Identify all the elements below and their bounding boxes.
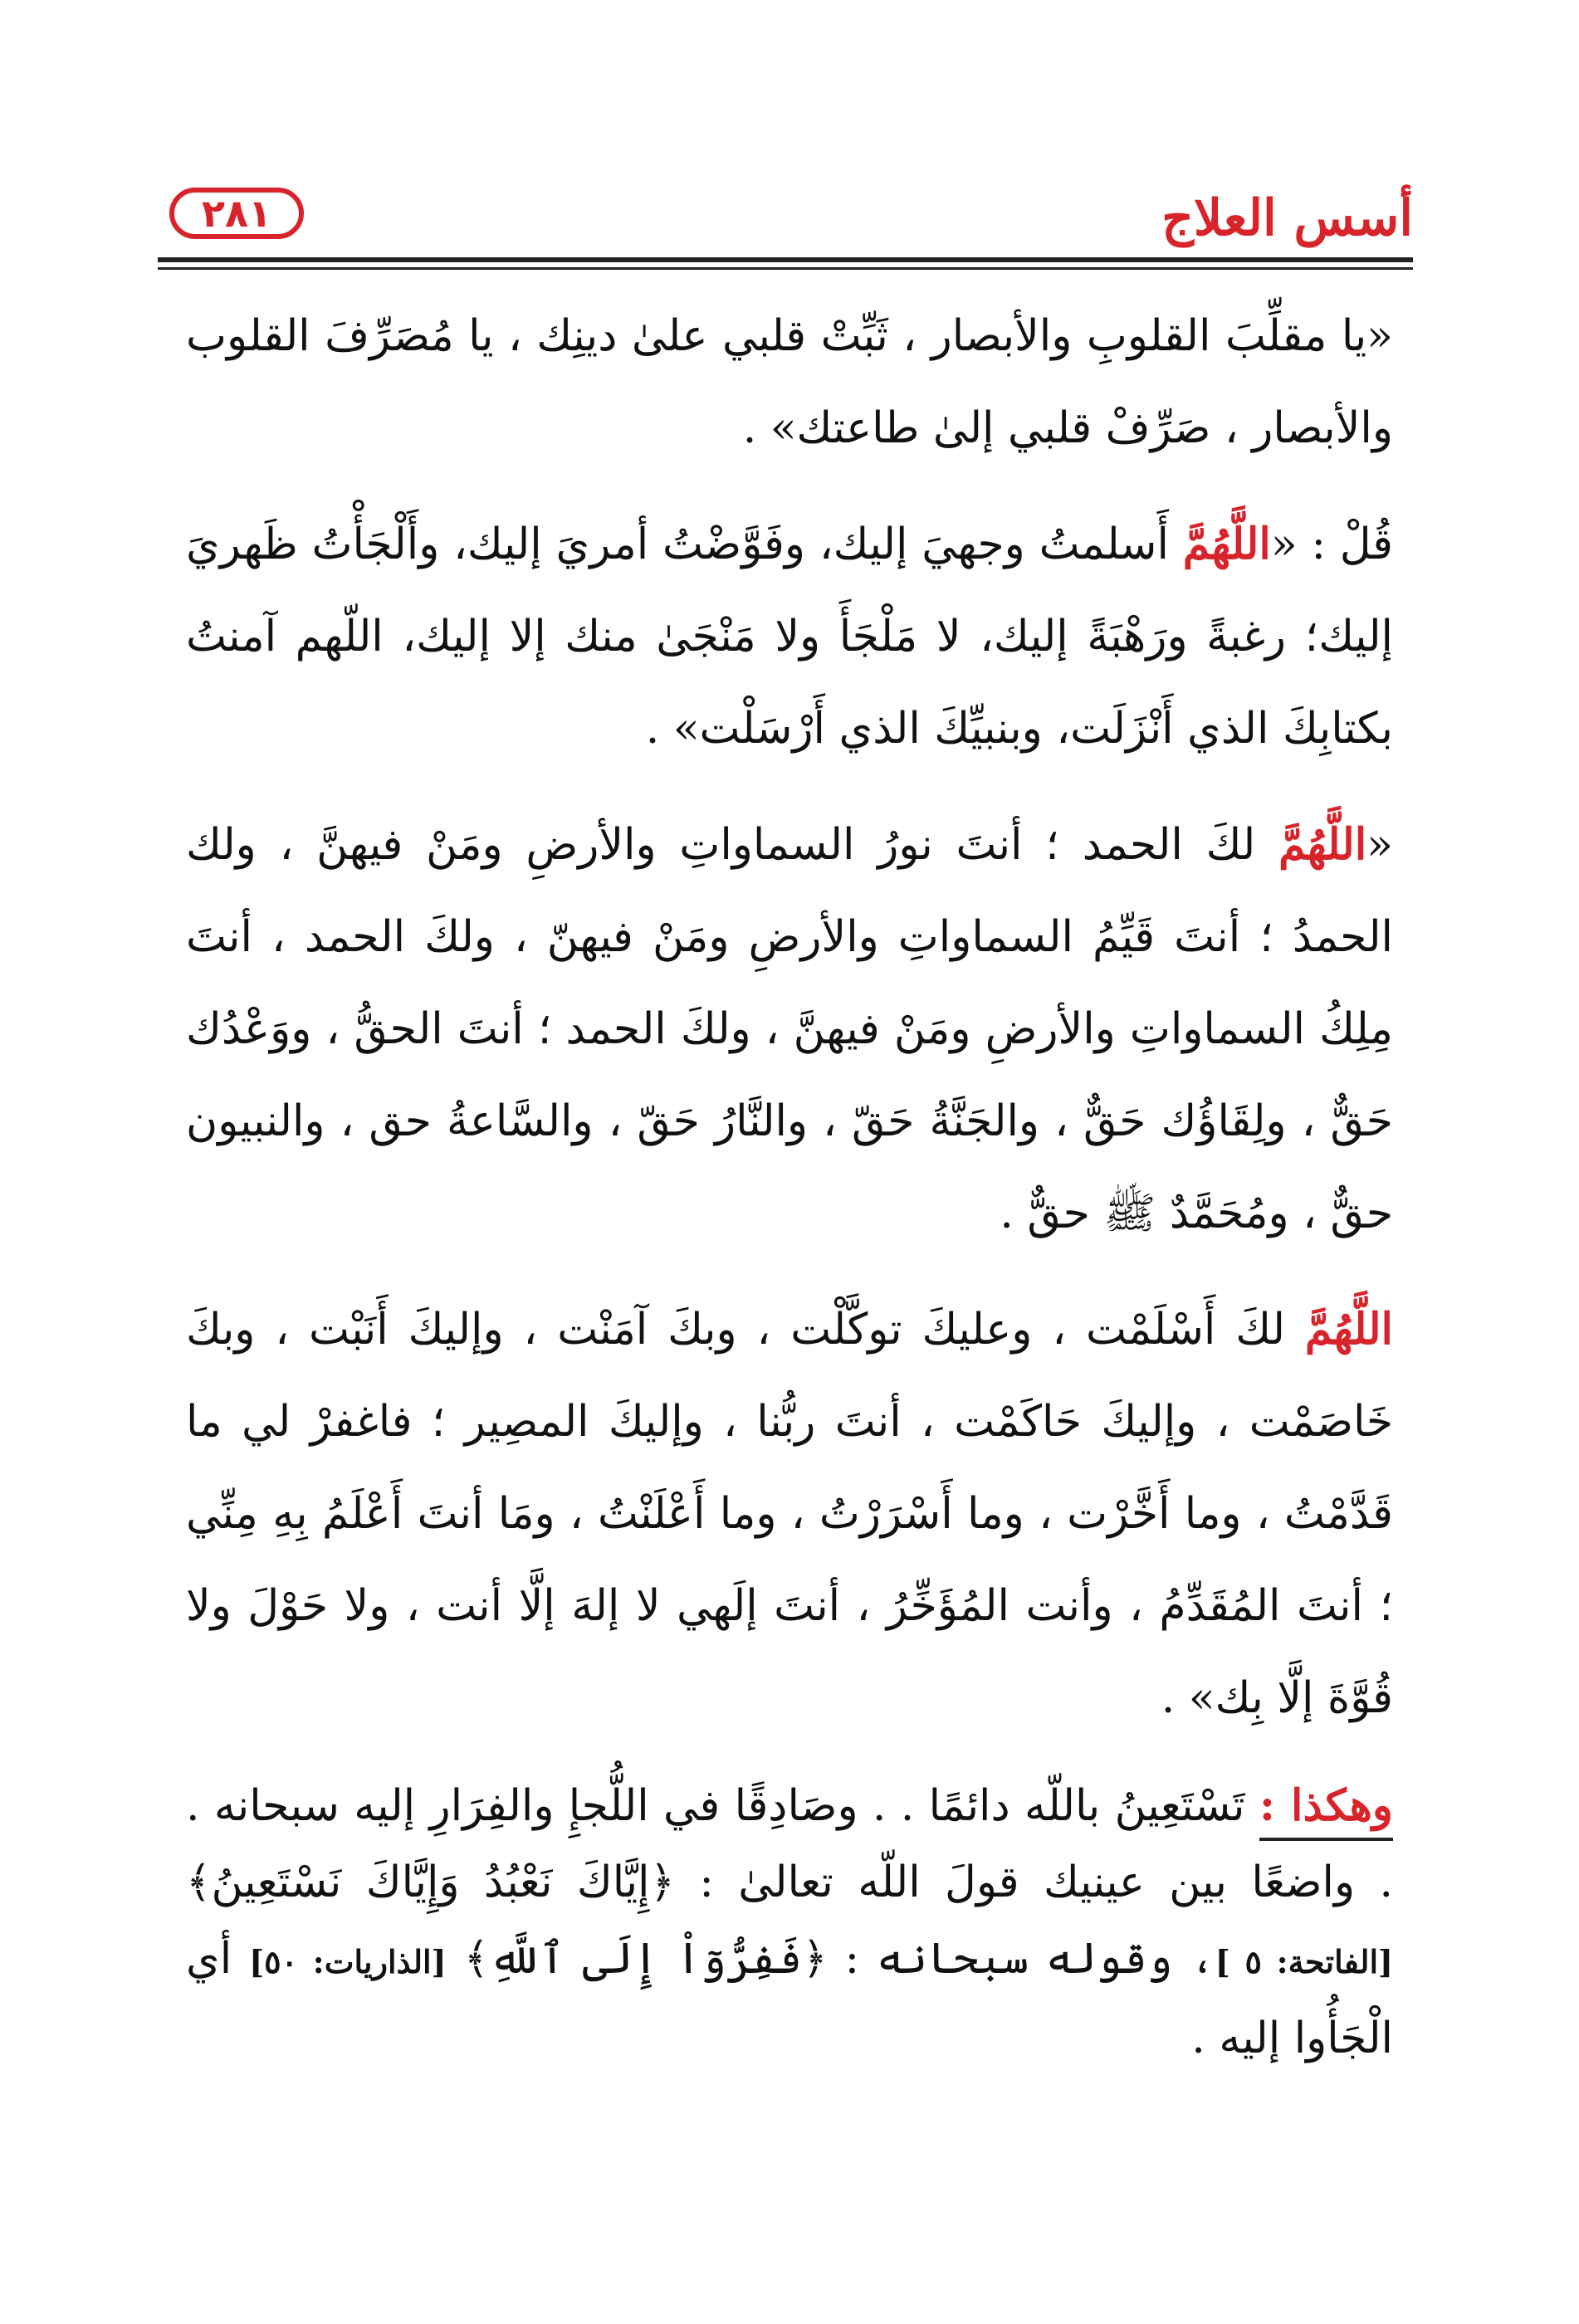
page-header <box>158 164 1413 256</box>
page-body <box>186 290 1393 2100</box>
paragraph-text: ، وقوله سبحانه : ﴿فَفِرُّوٓاْ إِلَى ٱللَّهِ﴾ <box>446 1934 1215 1984</box>
paragraph-supplication-submission <box>186 498 1393 775</box>
paragraph-text: تَسْتَعِينُ باللّه دائمًا . . وصَادِقًا في اللُّجإِ والفِرَارِ إليه سبحانه . . واضعًا بين عينيك قولَ اللّه تعالىٰ : ﴿إِيَّاكَ نَعْبُدُ وَإِيَّاكَ نَسْتَعِينُ﴾ <box>186 1781 1393 1907</box>
paragraph-supplication-praise <box>186 798 1393 1260</box>
conclusion-label: وهكذا : <box>1259 1780 1393 1841</box>
header-rule-thick <box>158 257 1413 262</box>
paragraph-text: أَسلمتُ وجهيَ إليك، وفَوَّضْتُ أمريَ إليك، وأَلْجَأْتُ ظَهريَ إليك؛ رغبةً ورَهْبَةً إليك، لا مَلْجَأَ ولا مَنْجَىٰ منك إلا إليك، اللّهم آمنتُ بكتابِكَ الذي أَنْزَلَت، وبنبيِّكَ الذي أَرْسَلْت» . <box>186 520 1393 754</box>
highlighted-word: اللَّهُمَّ <box>1304 1304 1393 1355</box>
chapter-title: أسس العلاج <box>1161 189 1413 247</box>
highlighted-word: اللَّهُمَّ <box>1278 819 1367 870</box>
paragraph-lead: قُلْ : « <box>1270 520 1393 569</box>
page-number-badge: ٢٨١ <box>169 188 304 239</box>
quran-citation: [الفاتحة: ٥ ] <box>1215 1943 1394 1980</box>
paragraph-text: أي الْجَأُوا إليه . <box>186 1934 1393 2063</box>
paragraph-supplication-hearts <box>186 290 1393 475</box>
paragraph-supplication-forgiveness <box>186 1283 1393 1745</box>
quran-citation: [الذاريات: ٥٠] <box>249 1943 447 1980</box>
header-rule-thin <box>158 267 1413 270</box>
paragraph-text: «يا مقلِّبَ القلوبِ والأبصار ، ثَبِّتْ قلبي علىٰ دينِك ، يا مُصَرِّفَ القلوب والأبصار ، صَرِّفْ قلبي إلىٰ طاعتك» . <box>186 311 1393 453</box>
paragraph-conclusion <box>186 1768 1393 2077</box>
paragraph-lead: « <box>1366 820 1393 870</box>
paragraph-text: لكَ أَسْلَمْت ، وعليكَ توكَّلْت ، وبكَ آمَنْت ، وإليكَ أَنَبْت ، وبكَ خَاصَمْت ، وإليكَ حَاكَمْت ، أنتَ ربُّنا ، وإليكَ المصِير ؛ فاغفرْ لي ما قَدَّمْتُ ، وما أَخَّرْت ، وما أَسْرَرْتُ ، وما أَعْلَنْتُ ، ومَا أنتَ أَعْلَمُ بِهِ مِنِّي ؛ أنتَ المُقَدِّمُ ، وأنت المُؤَخِّرُ ، أنتَ إلَهي لا إلهَ إلَّا أنت ، ولا حَوْلَ ولا قُوَّةَ إلَّا بِك» . <box>186 1305 1393 1723</box>
highlighted-word: اللَّهُمَّ <box>1182 519 1271 569</box>
paragraph-text: لكَ الحمد ؛ أنتَ نورُ السماواتِ والأرضِ ومَنْ فيهنَّ ، ولك الحمدُ ؛ أنتَ قَيِّمُ السماواتِ والأرضِ ومَنْ فيهنّ ، ولكَ الحمد ، أنتَ مِلِكُ السماواتِ والأرضِ ومَنْ فيهنَّ ، ولكَ الحمد ؛ أنتَ الحقُّ ، ووَعْدُك حَقٌّ ، ولِقَاؤُك حَقٌّ ، والجَنَّةُ حَقّ ، والنَّارُ حَقّ ، والسَّاعةُ حق ، والنبيون حقٌّ ، ومُحَمَّدٌ ﷺ حقٌّ . <box>186 820 1393 1238</box>
